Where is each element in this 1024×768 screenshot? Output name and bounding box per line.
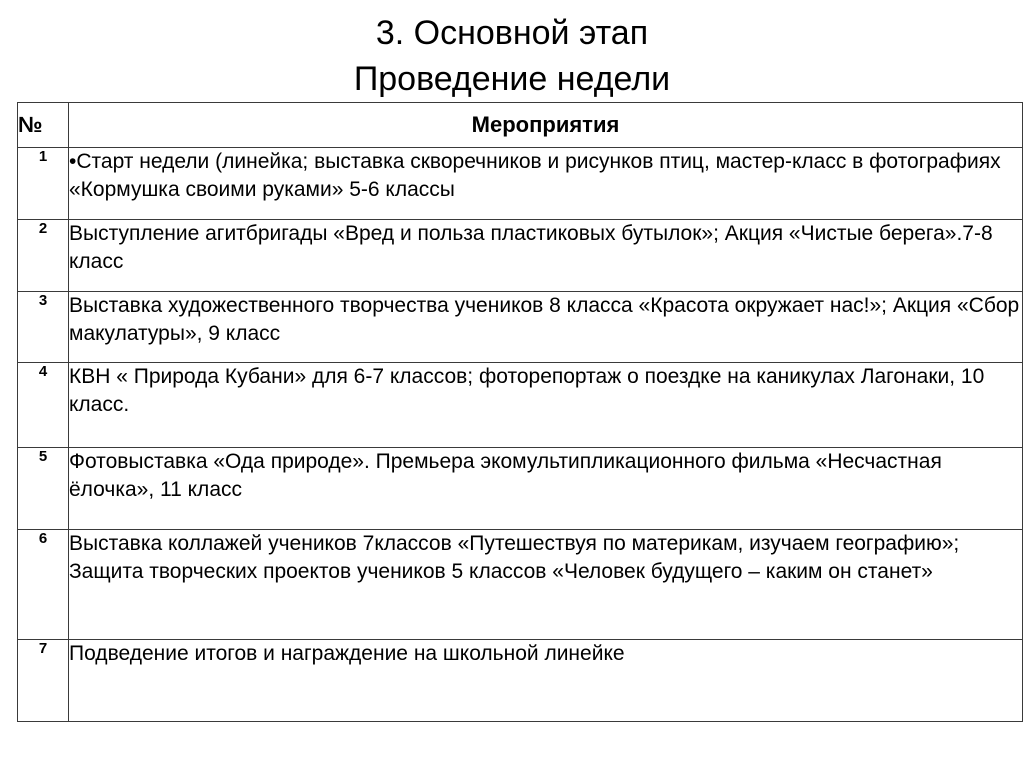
page-title <box>0 10 1024 102</box>
row-number: 5 <box>18 448 69 530</box>
row-event: Выставка художественного творчества учеников 8 класса «Красота окружает нас!»; Акция «Сбор макулатуры», 9 класс <box>69 292 1023 363</box>
row-number: 6 <box>18 530 69 640</box>
row-number: 2 <box>18 220 69 292</box>
row-event: Подведение итогов и награждение на школьной линейке <box>69 640 1023 722</box>
row-event: Выставка коллажей учеников 7классов «Путешествуя по материкам, изучаем географию»; Защита творческих проектов учеников 5 классов «Человек будущего – каким он станет» <box>69 530 1023 640</box>
row-number: 3 <box>18 292 69 363</box>
title-line-1: 3. Основной этап <box>375 14 649 52</box>
table-row <box>18 530 1023 640</box>
row-event: •Старт недели (линейка; выставка скворечников и рисунков птиц, мастер-класс в фотографиях «Кормушка своими руками» 5-6 классы <box>69 148 1023 220</box>
row-number: 7 <box>18 640 69 722</box>
table-header-row <box>18 103 1023 148</box>
table-row <box>18 220 1023 292</box>
row-event: Выступление агитбригады «Вред и польза пластиковых бутылок»; Акция «Чистые берега».7-8 класс <box>69 220 1023 292</box>
row-event: Фотовыставка «Ода природе». Премьера экомультипликационного фильма «Несчастная ёлочка», 11 класс <box>69 448 1023 530</box>
table-row <box>18 292 1023 363</box>
events-column-header: Мероприятия <box>69 103 1023 148</box>
number-column-header: № <box>18 103 69 148</box>
row-number: 4 <box>18 363 69 448</box>
row-event: КВН « Природа Кубани» для 6-7 классов; фоторепортаж о поездке на каникулах Лагонаки, 10 класс. <box>69 363 1023 448</box>
table-row <box>18 363 1023 448</box>
table-row <box>18 448 1023 530</box>
events-table <box>17 102 1023 722</box>
title-line-2: Проведение недели <box>353 60 671 98</box>
table-row <box>18 148 1023 220</box>
table-row <box>18 640 1023 722</box>
row-number: 1 <box>18 148 69 220</box>
